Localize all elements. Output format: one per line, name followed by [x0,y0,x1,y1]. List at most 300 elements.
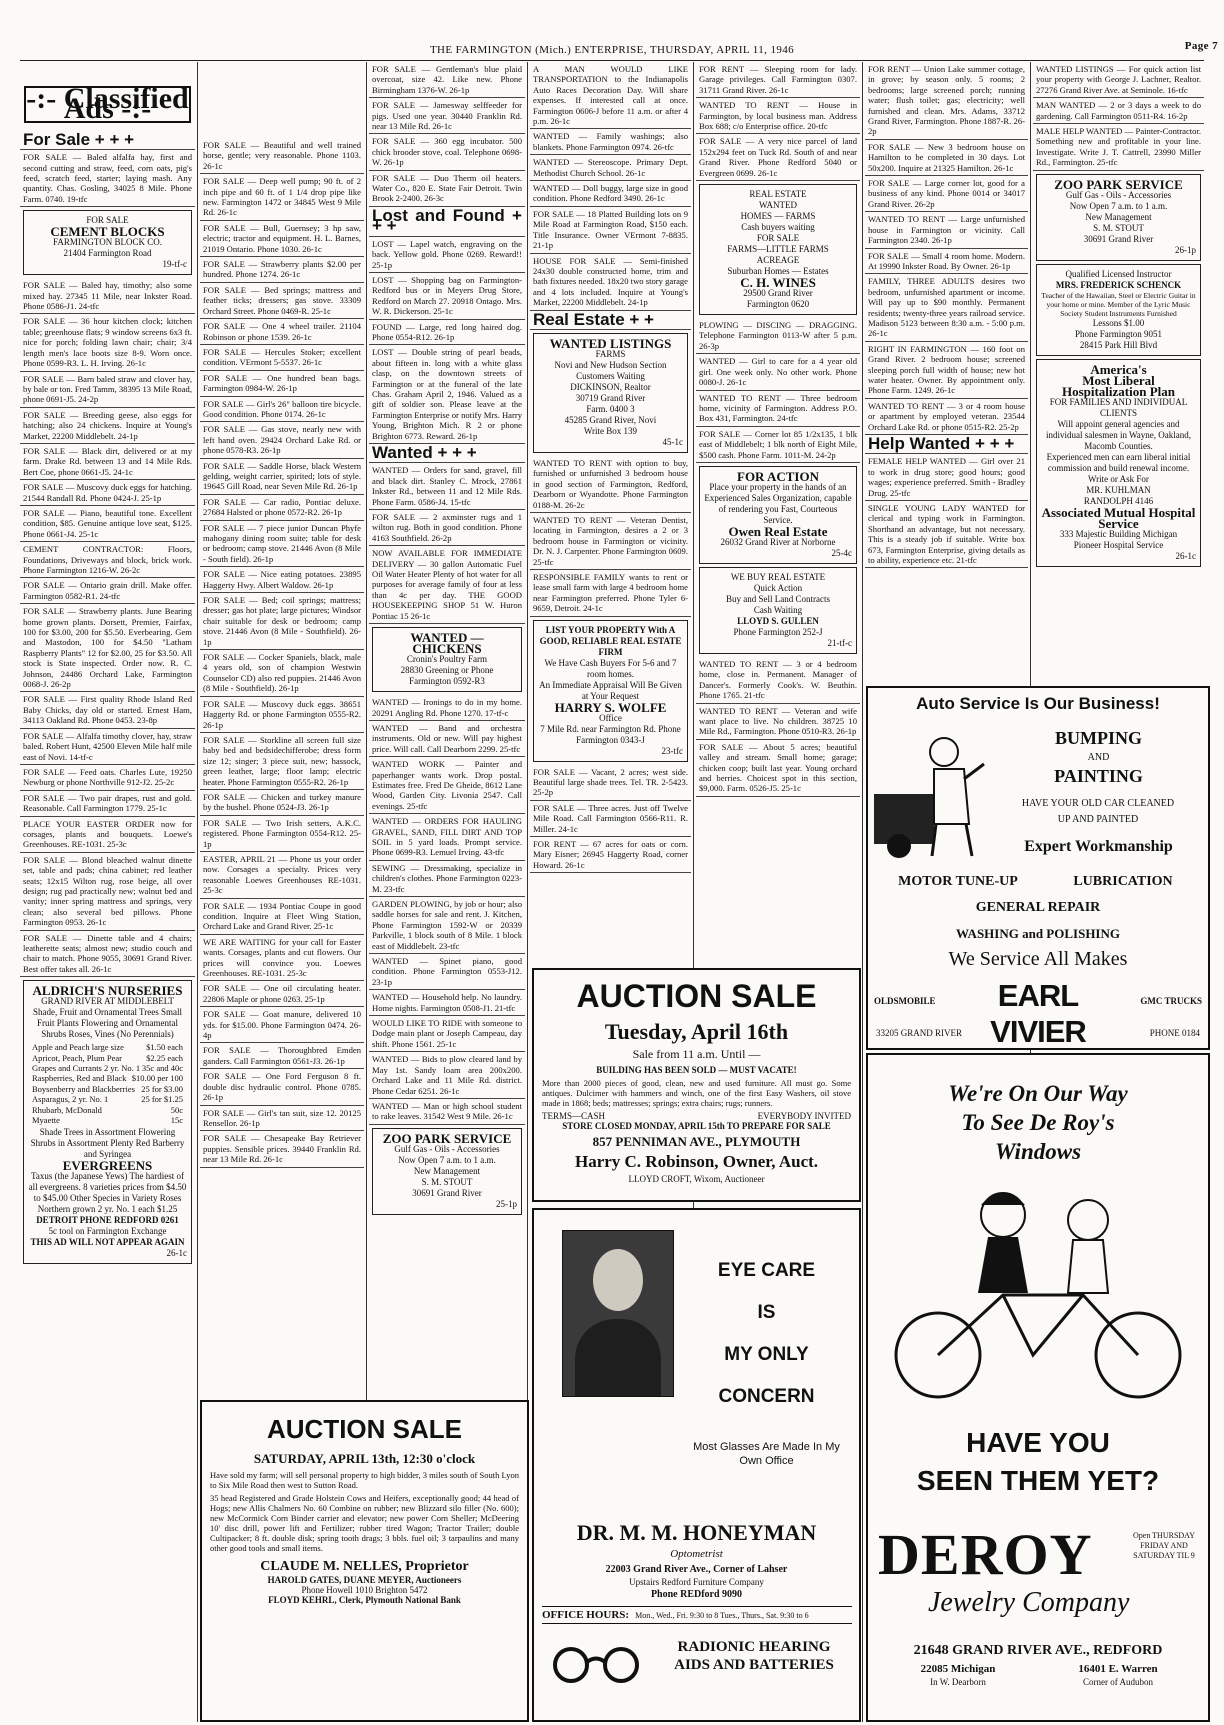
ad-line: EVERGREENS [62,1158,153,1174]
classified-ad: GARDEN PLOWING, by job or hour; also saddle horses for sale and rent. J. Kitchen, Phone Farmington 1592-W or 20339 Parkville, 1 block south of 8 Mile. 1 block east of Middlebelt. 23-tfc [369,897,525,954]
classified-ad: FOR SALE — Feed oats. Charles Lute, 19250 Newburg or phone Northville 912-J2. 25-2c [20,765,195,791]
ad-line: 7 Mile Rd. near Farmington Rd. Phone Farmington 0343-J [540,723,681,745]
service-line: MOTOR TUNE-UP [898,874,1018,889]
ad-line: ACREAGE [756,255,800,266]
cement-blocks-ad [23,210,192,275]
price-row [32,1063,183,1073]
classified-ad: FOR SALE — Dinette table and 4 chairs; leatherette seats; almost new; studio couch and chair to match. Phone 9055, 30691 Grand River. Best offer takes all. 26-1c [20,931,195,978]
ad-line: Write Box 139 [583,425,638,436]
ad-line: Now Open 7 a.m. to 1 a.m. [398,1154,496,1165]
classified-ad: WANTED — ORDERS FOR HAULING GRAVEL, SAND, FILL DIRT AND TOP SOIL in 5 yard loads. Prompt service. Phone 0699-R3. Lemuel Irving. 43-tfc [369,814,525,861]
ad-code: 19-tf-c [162,259,187,270]
classified-ad: WANTED — Doll buggy, large size in good condition. Phone Redford 3490. 26-1c [530,181,691,207]
classified-ad: NOW AVAILABLE FOR IMMEDIATE DELIVERY — 30 gallon Automatic Fuel Oil Water Heater Plenty of hot water for all purposes for average family of four at less than 4c per day. THE GOOD HOUSEKEEPING SHOP 51 W. Huron Pontiac 15 26-1c [369,546,525,624]
ad-line: Associated Mutual Hospital Service [1041,504,1196,531]
office-address: 22003 Grand River Ave., Corner of Lahser [605,1564,788,1575]
classified-ad: FOR SALE — Two pair drapes, rust and gold. Reasonable. Call Farmington 1779. 25-1c [20,791,195,817]
item: Grapes and Currants 2 yr. No. 1 [32,1063,141,1074]
ad-line: New Management [413,1165,481,1176]
ad-line: Gulf Gas - Oils - Accessories [394,1143,500,1154]
column-4 [530,62,691,962]
classified-ad: WANTED — Bids to plow cleared land by May 1st. Sandy loam area 200x200. Orchard Lake and 11 Mile Rd. district. Phone Cedar 6251. 26-1c [369,1052,525,1099]
classified-ad: FOR SALE — A very nice parcel of land 152x294 feet on Tuck Rd. South of and near Grand River. Phone Redford 5040 or Evergreen 0699. 26-1c [696,134,860,181]
chickens-ad [372,627,522,692]
ad-line: Quick Action [753,582,803,593]
item: Boysenberry and Blackberries [32,1083,135,1094]
ad-line: DICKINSON, Realtor [570,381,651,392]
classified-ad: WANTED — Girl to care for a 4 year old girl. One week only. No other work. Phone 0080-J. 26-1c [696,354,860,390]
dickinson-listings-ad [533,333,688,453]
ad-line: Write or Ask For [1088,473,1149,484]
classified-ad: WANTED TO RENT with option to buy, furnished or unfurnished 3 bedroom house in good section of Farmington, Redford, Dearborn or Wyandotte. Phone Farmington 0188-M. 26-2c [530,456,691,513]
classified-ad: WE ARE WAITING for your call for Easter wants. Corsages, plants and cut flowers. Our prices will convince you. Loewes Greenhouses. RE-1031. 25-3c [200,935,364,982]
classified-ad: WANTED — Family washings; also blankets. Phone Farmington 0974. 26-tfc [530,129,691,155]
ad-line: HARRY S. WOLFE [554,699,667,715]
classified-ad: RESPONSIBLE FAMILY wants to rent or lease small farm with large 4 bedroom home near Farmington preferred. Phone Tyler 6-9659, Detroit. 24-1c [530,570,691,617]
service-line: PAINTING [1054,766,1143,786]
ad-line: Phone Farmington 9051 [1075,328,1162,339]
classified-ad: FOR SALE — 7 piece junior Duncan Phyfe mahogany dining room suite; table for desk or bedroom; camp stove. 21446 Avon (8 Mile - South field). 26-1p [200,521,364,568]
classified-ad: LOST — Shopping bag on Farmington-Redford bus or in Meyers Drug Store, Redford on March 27. 20918 Ontago. Mrs. W. R. Dickerson. 25-1c [369,273,525,320]
ad-line: 28830 Greening or Phone [400,665,494,676]
classified-ad: LOST — Lapel watch, engraving on the back. Yellow gold. Phone 0269. Reward!! 25-1p [369,237,525,273]
classified-ad: FOR SALE — 36 hour kitchen clock; kitchen table; greenhouse flats; 9 window screens 6x3 ft. nice for porch; folding lawn chair; chair; 3/4 length men's lace boots size 8-9. Worn once. Phone 0599-R3. L. H. Irving. 26-1c [20,314,195,371]
classified-ad: WANTED TO RENT — 3 or 4 room house or apartment by employed veteran. 23544 Orchard Lake Rd. or phone 0515-R2. 25-2p [865,399,1028,435]
auction-phones: Phone Howell 1010 Brighton 5472 [301,1585,428,1595]
price-row [32,1073,183,1083]
classified-ad: FOR SALE — 360 egg incubator. 500 chick brooder stove, coal. Telephone 0698-W. 26-1p [369,134,525,170]
slogan-line: IS [757,1302,776,1323]
ad-line: ZOO PARK SERVICE [382,1130,512,1146]
classified-ad: SINGLE YOUNG LADY WANTED for clerical and typing work in Farmington. Shorthand an advantage, but not necessary. This is a steady job if suitable. Write box 673, Farmington Enterprise, giving details as to ability, experience etc. 21-tfc [865,501,1028,568]
auction-title: AUCTION SALE [576,978,817,1014]
price-row [32,1115,183,1125]
portrait-photo [562,1230,674,1397]
deroy-logo-text: DEROY [878,1522,1093,1587]
ad-line: Place your property in the hands of an Experienced Sales Organization, capable of rendering you Fast, Courteous Service. [704,481,852,525]
slogan-line: We're On Our Way [948,1081,1128,1106]
column-1 [20,62,195,1722]
classified-ad: FOR SALE — Blond bleached walnut dinette set, table and pads; china cabinet; red leather seats; 12x15 Wilton rug, rose beige, all over design; rug pad practically new; walnut bed and vanity; inner spring mattress and springs, very clean; also several bed pillows. Phone Farmington 0953. 26-1c [20,853,195,931]
store-hours: Open THURSDAY FRIDAY AND SATURDAY TIL 9 [1132,1531,1195,1560]
service-line: LUBRICATION [1073,874,1173,889]
item: Raspberries, Red and Black [32,1073,127,1084]
ad-line: Shade Trees in Assortment Flowering Shrubs in Assortment Plenty Red Barberry and Syringea [30,1127,185,1160]
classified-ad: WANTED TO RENT — Veteran and wife want place to live. No children. 38725 10 Mile Rd., Farmington. Phone 0510-R3. 26-1p [696,704,860,740]
page-header [0,40,1224,60]
ad-line: Suburban Homes — Estates [727,266,829,277]
ad-line: GRAND RIVER AT MIDDLEBELT [41,996,174,1007]
wolfe-real-estate-ad [533,620,688,762]
oldsmobile-label: OLDSMOBILE [874,996,936,1006]
ad-code: 26-1c [1175,550,1196,561]
auction-body: 35 head Registered and Grade Holstein Cows and Heifers, exceptionally good; 44 head of Hogs; new Allis Chalmers No. 60 Combine on rubber; new Blizzard silo filler (No. 600); new McCormick Corn Binder carrier and elevator; new power Corn Sheller; McDeering 10' disc drill, power lift and Fertilizer; rubber tired Wagon; Tractor Trailer; double Cultipacker; 8 ft. double disk; spring tooth drags; 3 bbls. fuel oil; 3 tarpaulins and many other good tools and small items. [210,1493,519,1553]
classified-ads-heading: -:- Classified Ads -:- [24,86,191,123]
business-address: 33205 GRAND RIVER [876,1028,963,1038]
ad-line: S. M. STOUT [421,1176,473,1187]
classified-ad: FOR SALE — About 5 acres; beautiful valley and stream. Small home; garage; chicken coop; built last year. Young orchard and berries. Choicest spot in this section, $9,000. Farm. 0526-J5. 25-1c [696,740,860,797]
classified-ad: WANTED TO RENT — House in Farmington, by local business man. Address Box 688; c/o Enterprise office. 20-tfc [696,98,860,134]
store-address: 21648 GRAND RIVER AVE., REDFORD [913,1643,1163,1658]
gmc-label: GMC TRUCKS [1140,996,1202,1006]
classified-ad: FOR SALE — Car radio, Pontiac deluxe. 27684 Halsted or phone 0572-R2. 26-1p [200,495,364,521]
classified-ad: FOR SALE — New 3 bedroom house on Hamilton to be completed in 30 days. Lot 50x200. Inquire at 21325 Hamilton. 26-1c [865,140,1028,176]
business-phone: PHONE 0184 [1149,1028,1200,1038]
classified-ad: FOR SALE — Muscovy duck eggs. 38651 Haggerty Rd. or phone Farmington 0555-R2. 26-1p [200,697,364,733]
ad-code: 26-1p [1175,244,1196,255]
ad-line: Hospitalization Plan [1061,383,1176,399]
shoulders-shape [575,1319,661,1396]
price-row [32,1042,183,1052]
classified-ad: CEMENT CONTRACTOR: Floors, Foundations, Driveways and block, brick work. Phone Farmington 1216-W. 26-2c [20,542,195,578]
ad-line: MRS. FREDERICK SCHENCK [1055,279,1182,290]
item: Apple and Peach large size [32,1042,124,1053]
ad-line: REAL ESTATE [749,189,807,200]
classified-ad: FOR RENT — 67 acres for oats or corn. Mary Eisner; 26945 Haggerty Road, corner Howard. 26-1c [530,837,691,873]
classified-ad: FOR SALE — Goat manure, delivered 10 yds. for $15.00. Phone Farmington 0474. 26-4p [200,1007,364,1043]
classified-ad: FAMILY, THREE ADULTS desires two bedroom, unfurnished apartment or income. Will pay up to $90 monthly. Permanent residents; twenty-three years railroad service. Madison 5123 between 8:30 a.m. - 5:00 p.m. 26-1c [865,274,1028,341]
ad-line: FARMS [595,348,626,359]
aldrich-nurseries-ad [23,980,192,1264]
classified-ad: WANTED WORK — Painter and paperhanger wants work. Drop postal. Estimates free. Fred De Gheide, 8612 Lane Wood, Garden City. Livonia 2547. Call evenings. 25-tfc [369,757,525,814]
classified-ad: FOR SALE — Corner lot 85 1/2x135, 1 blk east of Middlebelt; 1 blk north of Eight Mile, $500 cash. Phone Farm. 1011-M. 24-2p [696,427,860,463]
ad-line: ALDRICH'S NURSERIES [32,983,183,999]
service-line: BUMPING [1055,728,1142,748]
ad-line: Cronin's Poultry Farm [406,654,488,665]
price: 15c [170,1115,183,1126]
classified-ad: FOR SALE — Alfalfa timothy clover, hay, straw baled. Robert Hunt, 42500 Eleven Mile half mile east of Novi. 14-tf-c [20,729,195,765]
auction-body: More than 2000 pieces of good, clean, new and used furniture. All must go. Some antiques. Dulcimer with hammers and winch, one of the first Easy Washers, oil stove made in 1868; beds; mattresses; springs; extra chairs; rugs; runners. [542,1078,851,1108]
ad-line: LIST YOUR PROPERTY With A GOOD, RELIABLE REAL ESTATE FIRM [539,624,682,657]
classified-ad: FOR SALE — Black dirt, delivered or at my farm. Drake Rd. between 13 and 14 Mile Rds. Bert Coe, phone 0661-J5. 24-1c [20,444,195,480]
ad-title: Auto Service Is Our Business! [916,694,1160,713]
ad-line: Teacher of the Hawaiian, Steel or Electric Guitar in your home or mine. Member of the Lyric Music Society Student Instruments Furnished [1041,290,1196,318]
classified-ad: FOR SALE — Chesapeake Bay Retriever puppies. Sensible prices. 39440 Franklin Rd. near 13 Mile Rd. 26-1c [200,1131,364,1167]
page-number: Page 7 [1184,40,1218,52]
ad-line: Qualified Licensed Instructor [1065,268,1172,279]
ad-line: WANTED — CHICKENS [410,630,484,657]
branch-address: 16401 E. Warren [1078,1663,1158,1675]
classified-ad: FOR SALE — Duo Therm oil heaters. Water Co., 820 E. State Fair Detroit. Twin Brook 2-2400. 26-3c [369,171,525,207]
slogan-line: Windows [994,1139,1082,1164]
ad-line: 30691 Grand River [1083,233,1154,244]
for-sale-heading: For Sale + + + [20,131,195,150]
hours-label: OFFICE HOURS: [542,1609,630,1621]
ad-line: CEMENT BLOCKS [50,224,165,240]
branch-location: Corner of Audubon [1083,1677,1153,1687]
classified-ad: WANTED — Spinet piano, good condition. Phone Farmington 0553-J12. 23-1p [369,954,525,990]
ad-line: We Have Cash Buyers For 5-6 and 7 room homes. [544,657,677,679]
service-line: We Service All Makes [948,948,1128,970]
classified-ad: FOR SALE — Small 4 room home. Modern. At 19990 Inkster Road. By Owner. 26-1p [865,249,1028,275]
ad-line: Taxus (the Japanese Yews) The hardiest of all evergreens. 8 varieties prices from $4.50 to $45.00 Other Species in Variety Roses Northern grown 2 yr. No. 1 each $1.25 [28,1171,187,1215]
zoo-park-ad [1036,174,1201,261]
classified-ad: FOUND — Large, red long haired dog. Phone 0554-R12. 26-1p [369,320,525,346]
wines-real-estate-ad [699,184,857,315]
column-5 [696,62,860,962]
classified-ad: FOR SALE — Beautiful and well trained horse, gentle; very reasonable. Phone 1103. 26-1c [200,138,364,174]
classified-ad: PLOWING — DISCING — DRAGGING. Telephone Farmington 0113-W after 5 p.m. 26-3p [696,318,860,354]
classified-ad: FOR SALE — Baled alfalfa hay, first and second cutting and straw, feed, corn oats, pig's feed, scratch feed, starter; laying mash. Any quantity. Chas. Gosling, 34025 8 Mile. Phone Farm. 0740. 19-tfc [20,150,195,207]
price: $2.25 each [146,1052,183,1063]
service-line: GENERAL REPAIR [975,900,1101,915]
price-row [32,1084,183,1094]
price: $1.50 each [146,1042,183,1053]
ad-line: Buy and Sell Land Contracts [726,593,830,604]
ad-line: WE BUY REAL ESTATE [730,571,826,582]
ad-line: Gulf Gas - Oils - Accessories [1065,189,1172,200]
ad-line: 21404 Farmington Road [63,248,152,259]
ad-line: Lessons $1.00 [1092,317,1145,328]
classified-ad: FOR SALE — Bed springs; mattress and feather ticks; dressers; gas stove. 33309 Orchard Street. Phone 0469-R. 25-1c [200,283,364,319]
classified-ad: FOR SALE — Piano, beautiful tone. Excellent condition, $85. Genuine antique love seat, $125. Phone 0661-J4. 25-1c [20,506,195,542]
classified-ad: FOR SALE — Muscovy duck eggs for hatching. 21544 Randall Rd. Phone 0424-J. 25-1p [20,480,195,506]
ad-line: Owen Real Estate [728,523,828,539]
office-hours-row [542,1606,852,1624]
column-rule [197,62,198,1722]
classified-ad: MALE HELP WANTED — Painter-Contractor. Something new and profitable in your line. Investigate. Write J. T. Cattrell, 23990 Miller Rd., Farmington. 25-tfc [1033,124,1204,171]
nursery-price-list [28,1040,187,1127]
glasses-note: Most Glasses Are Made In My Own Office [693,1441,840,1467]
item: Asparagus, 2 yr. No. 1 [32,1094,109,1105]
classified-ad: PLACE YOUR EASTER ORDER now for corsages, plants and bouquets. Loewe's Greenhouses. RE-1031. 25-3c [20,817,195,853]
slogan-line: MY ONLY [724,1344,809,1365]
ad-code: 45-1c [662,436,683,447]
ad-line: Will appoint general agencies and individual salesmen in Wayne, Oakland, Macomb Counties. [1045,418,1192,451]
classified-ad: WANTED TO RENT — Three bedroom home, vicinity of Farmington. Address P.O. Box 431, Farmington. 24-tfc [696,391,860,427]
ad-line: S. M. STOUT [1093,222,1144,233]
auction-body: Have sold my farm; will sell personal property to high bidder, 3 miles south of South Lyon to Six Mile Road then west to Sutton Road. [210,1470,519,1490]
auction-owner: CLAUDE M. NELLES, Proprietor [260,1559,469,1574]
classified-ad: FOR SALE — Bull, Guernsey; 3 hp saw, electric; tractor and equipment. H. L. Barnes, 21019 Ontario. Phone 1030. 26-1c [200,221,364,257]
ad-line: THIS AD WILL NOT APPEAR AGAIN [30,1237,185,1248]
auction-address: 857 PENNIMAN AVE., PLYMOUTH [592,1134,801,1149]
classified-ad: A MAN WOULD LIKE TRANSPORTATION to the Indianapolis Auto Races Decoration Day. Will share expenses. If interested call at once. Farmington 0606-J before 11 a.m. or after 4 p.m. 26-1c [530,62,691,129]
classified-ad: WANTED — Stereoscope. Primary Dept. Methodist Church School. 26-1c [530,155,691,181]
ad-line: MR. KUHLMAN [1086,484,1151,495]
mechanic-icon [874,724,994,859]
classified-ad: FOR SALE — One oil circulating heater. 22806 Maple or phone 0263. 25-1p [200,981,364,1007]
ad-line: Farm. 0400 3 [586,403,635,414]
slogan-line: EYE CARE [717,1260,816,1281]
classified-ad: FOR SALE — One hundred bean bags. Farmington 0984-W. 26-1p [200,371,364,397]
spacer [200,62,364,138]
masthead-line: THE FARMINGTON (Mich.) ENTERPRISE, THURSDAY, APRIL 11, 1946 [429,44,795,56]
classified-ad: WOULD LIKE TO RIDE with someone to Dodge main plant or Joseph Campeau, day shift. Phone 1561. 25-1c [369,1016,525,1052]
ad-line: ZOO PARK SERVICE [1054,176,1183,192]
price-row [32,1094,183,1104]
classified-ad: FOR SALE — Cocker Spaniels, black, male 4 years old, son of champion Westwin Counselor CD) also red puppies. 21446 Avon (8 Mile - Southfield). 26-1p [200,650,364,697]
invited: EVERYBODY INVITED [757,1111,851,1121]
classified-ad: FOR SALE — Gas stove, nearly new with left hand oven. 29424 Orchard Lake Rd. or phone 0578-R3. 26-1p [200,422,364,458]
ad-line: WANTED LISTINGS [549,335,672,351]
nelles-auction-ad [200,1400,529,1722]
ad-line: FARMS—LITTLE FARMS [727,244,829,255]
real-estate-heading: Real Estate + + [530,311,691,330]
ad-line: FARMINGTON BLOCK CO. [53,237,162,248]
ad-line: 5c tool on Farmington Exchange [48,1226,167,1237]
guitar-lessons-ad [1036,264,1201,356]
ad-line: C. H. WINES [740,275,816,291]
face-shape [593,1249,643,1311]
earl-vivier-auto-ad [866,686,1210,1050]
eye-care-slogan [684,1250,849,1418]
ad-line: LLOYD S. GULLEN [737,615,819,626]
ad-line: FOR SALE [756,233,800,244]
classified-ad: FOR SALE — Breeding geese, also eggs for hatching; also 24 chickens. Inquire at Young's Market, 22200 Middlebelt. 24-1p [20,408,195,444]
classified-ad: FOR SALE — Barn baled straw and clover hay, by bale or ton. Fred Tamm, 38395 13 Mile Road, phone 0691-J5. 24-2p [20,372,195,408]
auction-time: Sale from 11 a.m. Until — [632,1047,761,1061]
company-subtitle: Jewelry Company [928,1587,1130,1618]
ad-line: An Immediate Appraisal Will Be Given at Your Request [539,679,682,701]
classified-ad: FOR SALE — Girl's 26" balloon tire bicycle. Good condition. Phone 0174. 26-1c [200,397,364,423]
terms: TERMS—CASH [542,1111,606,1121]
price: $10.00 per 100 [131,1073,183,1084]
classified-ad: WANTED — Man or high school student to rake leaves. 31542 West 9 Mile. 26-1c [369,1099,525,1125]
hearing-aids-text: RADIONIC HEARING AIDS AND BATTERIES [674,1639,834,1673]
classified-ad: FEMALE HELP WANTED — Girl over 21 to work in drug store; good hours; good wages; experience preferred. Smith - Bradley Drug. 25-tfc [865,454,1028,501]
ad-line: 333 Majestic Building Michigan [1059,528,1178,539]
ad-line: New Management [1085,211,1152,222]
deroy-jewelry-ad [866,1053,1210,1722]
classified-ad: FOR SALE — 2 axminster rugs and 1 wilton rug. Both in good condition. Phone 4163 Southfield. 26-2p [369,510,525,546]
classified-ad: FOR SALE — One Ford Ferguson 8 ft. double disc hydraulic control. Phone 0785. 26-1p [200,1069,364,1105]
ad-code: 23-tfc [661,745,683,756]
auction-clerk: FLOYD KEHRL, Clerk, Plymouth National Bank [268,1595,461,1605]
column-3 [369,62,525,1402]
classified-ad: FOR SALE — 1934 Pontiac Coupe in good condition. Inquire at Fleet Wing Station, Orchard Lake and Grand River. 25-1c [200,899,364,935]
ad-code: 25-1p [496,1198,517,1209]
robinson-auction-ad [532,968,861,1202]
ad-line: Pioneer Hospital Service [1073,539,1164,550]
classified-ad: FOR SALE — Storkline all screen full size baby bed and bedsidechifferobe; dress form size 12; singer; 3 piece suit, new; hassock, green leather, large; floor lamp; electric heater. Phone Farmington 0555-R2. 26-1p [200,733,364,790]
classified-ad: FOR SALE — Thoroughbred Emden ganders. Call Farmington 0561-J3. 26-1p [200,1043,364,1069]
classified-ad: WANTED TO RENT — Large unfurnished house in Farmington or vicinity. Call Farmington 2340. 26-1p [865,212,1028,248]
hours-text: Mon., Wed., Fri. 9:30 to 8 Tues., Thurs., Sat. 9:30 to 6 [635,1610,809,1620]
classified-ad: FOR SALE — Bed; coil springs; mattress; dresser; gas hot plate; large pictures; Windsor chair suitable for desk or bedroom; camp stove. 21446 Avon (8 Mile - Southfield). 26-1p [200,593,364,650]
classified-ad: FOR SALE — Deep well pump; 90 ft. of 2 inch pipe and 60 ft. of 1 1/4 drop pipe like new. Farmington 1472 or 34845 West 9 Mile Rd. 26-1c [200,174,364,221]
ad-line: Cash Waiting [753,604,803,615]
auction-note: BUILDING HAS BEEN SOLD — MUST VACATE! [596,1065,797,1075]
eyeglasses-icon [546,1640,646,1690]
auction-date: Tuesday, April 16th [604,1019,789,1044]
lost-found-heading: Lost and Found + + + [369,207,525,237]
price-row [32,1105,183,1115]
ad-line: 30719 Grand River [575,392,646,403]
service-line: WASHING and POLISHING [956,926,1120,941]
classified-ad: FOR SALE — Strawberry plants $2.00 per hundred. Phone 1274. 26-1c [200,257,364,283]
office-address-2: Upstairs Redford Furniture Company [629,1577,764,1587]
ad-line: Novi and New Hudson Section Customers Waiting [554,359,667,381]
classified-ad: LOST — Double string of pearl beads, about fifteen in. long with a white glass clasp, on the downtown streets of Farmington or at the funeral of the late Chas. Graham April 2, 1946. Valued as a gift of soldier son. Please leave at the Farmington Enterprise or notify Mrs. Harry Young, Brighton Mich. R 2 or phone Brighton 6773. Reward. 26-1p [369,345,525,444]
price: 25 for $3.00 [141,1083,183,1094]
ad-line: 30691 Grand River [412,1187,482,1198]
classified-ad: WANTED TO RENT — Veteran Dentist, locating in Farmington, desires a 2 or 3 bedroom house in Farmington or vicinity. Dr. N. J. Carpenter. Phone Farmington 0609. 25-tfc [530,513,691,570]
branch-location: In W. Dearborn [930,1677,986,1687]
classified-ad: FOR SALE — Vacant, 2 acres; west side. Beautiful large shade trees. Tel. TR. 2-5423. 25-2p [530,765,691,801]
ad-line: Shade, Fruit and Ornamental Trees Small Fruit Plants Flowering and Ornamental Shrubs Roses, Vines (No Perennials) [33,1007,182,1040]
column-6 [865,62,1028,742]
classified-ad: FOR RENT — Sleeping room for lady. Garage privileges. Call Farmington 0307. 31711 Grand River. 26-1c [696,62,860,98]
column-7 [1033,62,1204,742]
classified-ad: WANTED — Orders for sand, gravel, fill and black dirt. Stanley C. Mrock, 27861 Inkster Rd., between 11 and 12 Mile Rds. Phone Farm. 0586-J4. 15-tfc [369,463,525,510]
classified-ad: WANTED — Ironings to do in my home. 20291 Angling Rd. Phone 1270. 17-tf-c [369,695,525,721]
classified-ad: FOR SALE — Three acres. Just off Twelve Mile Road. Call Farmington 0566-R11. R. Miller. 24-1c [530,801,691,837]
ad-line: RANDOLPH 4146 [1083,495,1154,506]
classified-ad: FOR SALE — Ontario grain drill. Make offer. Farmington 0582-R1. 24-tfc [20,578,195,604]
honeyman-optometrist-ad [532,1208,861,1722]
price: 25 for $1.25 [141,1094,183,1105]
classified-ad: SEWING — Dressmaking, specialize in children's clothes. Phone Farmington 0223-M. 23-tfc [369,861,525,897]
ad-line: 26032 Grand River at Norborne [720,536,836,547]
zoo-park-ad [372,1128,522,1215]
price: 50c [170,1104,183,1115]
classified-ad: FOR SALE — First quality Rhode Island Red Baby Chicks, day old or started. Ernest Ham, 34113 Oakland Rd. Phone 0453. 23-8p [20,692,195,728]
classified-ad: FOR SALE — Strawberry plants. June Bearing home grown plants. Dorsett, Premier, Fairfax, 100 for $3.00, 200 for $5.50. Everbearing. Gem and Mastodon, 100 for $4.50 "Latham Raspberry Plants" 12 for $2.00, 25 for $3.50. All stock is State inspected. Order now. R. C. Johnson, 24486 Orchard Lake, Farmington 0068-J. 26-2p [20,604,195,692]
ad-line: Experienced men can earn liberal initial commission and build renewal income. [1046,451,1191,473]
classified-ad: WANTED — Band and orchestra instruments. Old or new. Will pay highest price. Will call. Call Dearborn 2299. 25-tfc [369,721,525,757]
classified-ad: EASTER, APRIL 21 — Phone us your order now. Corsages a specialty. Prices very reasonable Loewes Greenhouses RE-1031. 25-3c [200,852,364,899]
classified-ad: FOR RENT — Union Lake summer cottage, in grove; by season only. 5 rooms; 2 bedrooms; large screened porch; running water; flush toilet; gas; electricity; well furnished and clean. Mrs. Adams, 33712 Grand River, Farmington. Phone 1887-R. 26-2p [865,62,1028,140]
classified-ad: FOR SALE — Gentleman's blue plaid overcoat, size 42. Like new. Phone Birmingham 1376-W. 26-1p [369,62,525,98]
item: Rhubarb, McDonald [32,1104,102,1115]
ad-line: Farmington 0592-R3 [409,676,485,687]
column-rule [862,62,863,1722]
ad-line: HOMES — FARMS [740,211,816,222]
service-line: Expert Workmanship [1024,838,1173,855]
price: 35c and 40c [141,1063,183,1074]
classified-ad: FOR SALE — Saddle Horse, black Western gelding, weight carrier, spirited; lots of style. 19645 Gill Road, near Seven Mile Rd. 26-1p [200,459,364,495]
business-name: EARL VIVIER [990,978,1086,1049]
classified-ad: FOR SALE — Hercules Stoker; excellent condition. VErmont 5-5537. 26-1c [200,345,364,371]
classified-ad: FOR SALE — Baled hay, timothy; also some mixed hay. 27345 11 Mile, near Inkster Road. Phone 0586-J1. 24-tfc [20,278,195,314]
header-rule [20,60,1204,61]
wanted-heading: Wanted + + + [369,444,525,463]
auction-date: SATURDAY, APRIL 13th, 12:30 o'clock [253,1451,476,1466]
service-line: HAVE YOUR OLD CAR CLEANED UP AND PAINTED [1021,798,1175,825]
auctioneers: HAROLD GATES, DUANE MEYER, Auctioneers [267,1575,462,1585]
headline-line: HAVE YOU [966,1427,1110,1458]
auctioneer: LLOYD CROFT, Wixom, Auctioneer [628,1174,765,1184]
classified-ad: HOUSE FOR SALE — Semi-finished 24x30 double constructed home, trim and bath fixtures needed. 18x20 two story garage and 4 lots included. Inquire at Young's Market, 22200 Middlebelt. 24-1p [530,254,691,311]
classified-ad: FOR SALE — 18 Platted Building lots on 9 Mile Road at Farmington Road, $150 each. Title Insurance. Owner VErmont 7-8835. 21-1p [530,207,691,254]
item: Myaette [32,1115,60,1126]
ad-line: 28415 Park Hill Blvd [1079,339,1158,350]
ad-line: FOR ACTION [737,468,819,484]
ad-line: WANTED [759,200,797,211]
ad-line: Cash buyers waiting [741,222,815,233]
ad-line: 45285 Grand River, Novi [564,414,657,425]
tandem-bicycle-icon [883,1175,1193,1405]
classified-ad: FOR SALE — Chicken and turkey manure by the bushel. Phone 0524-J3. 26-1p [200,790,364,816]
ad-code: 21-tf-c [827,637,852,648]
auction-terms-row [542,1111,851,1121]
classified-ad: FOR SALE — One 4 wheel trailer. 21104 Robinson or phone 1539. 26-1c [200,319,364,345]
ad-code: 26-1c [166,1248,187,1259]
classified-ad: FOR SALE — Jamesway selffeeder for pigs. Used one year. 30440 Franklin Rd. near 13 Mile Rd. 26-1c [369,98,525,134]
ad-line: FOR SALE [86,215,129,226]
ad-line: Now Open 7 a.m. to 1 a.m. [1069,200,1168,211]
ad-line: FOR FAMILIES AND INDIVIDUAL CLIENTS [1049,396,1188,418]
ad-line: DETROIT PHONE REDFORD 0261 [36,1215,179,1226]
ad-line: Office [599,712,622,723]
office-phone: Phone REDford 9090 [650,1589,743,1600]
ad-line: 29500 Grand River [743,288,813,299]
service-line: AND [1087,752,1110,763]
owen-real-estate-ad [699,466,857,564]
classified-ad: FOR SALE — Girl's tan suit, size 12. 20125 Rensellor. 26-1p [200,1106,364,1132]
classified-ad: FOR SALE — Nice eating potatoes. 23895 Haggerty Hwy. Albert Waldow. 26-1p [200,567,364,593]
